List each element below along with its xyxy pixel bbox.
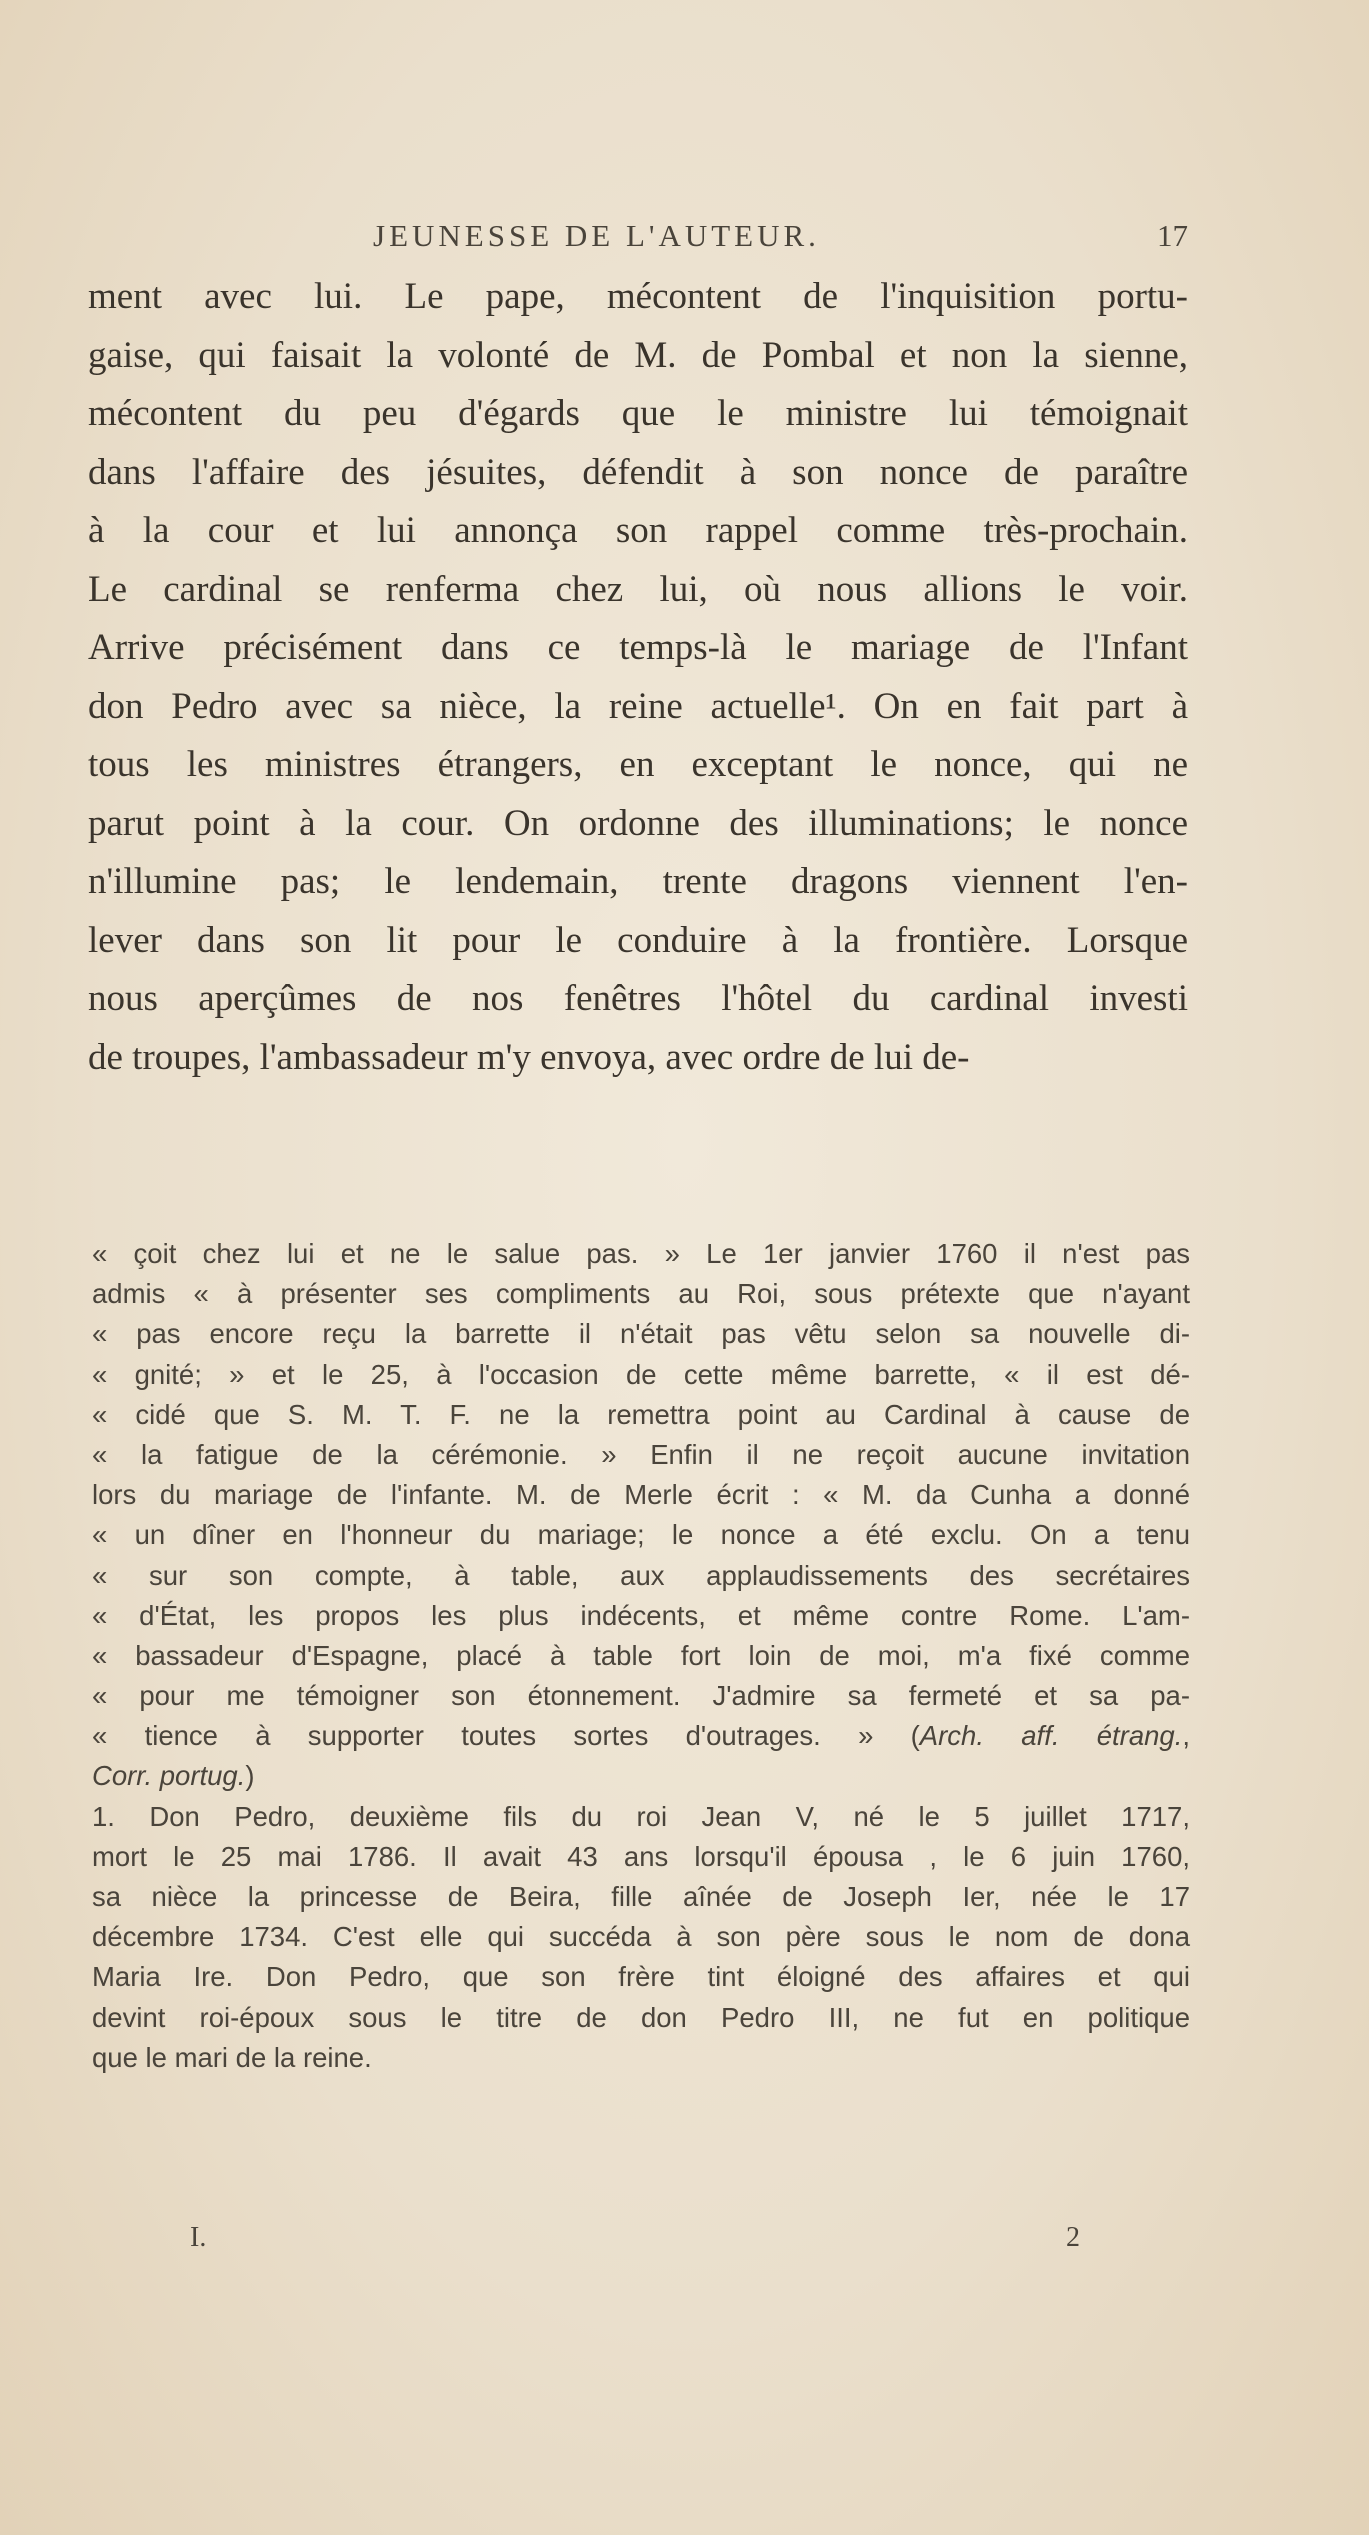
text-line: mécontent du peu d'égards que le ministre lui témoignait: [88, 393, 1188, 434]
footnote-line: « pour me témoigner son étonnement. J'admire sa fermeté et sa pa-: [92, 1680, 1190, 1712]
footnote-line: [92, 1716, 1190, 1756]
text-line: de troupes, l'ambassadeur m'y envoya, avec ordre de lui de-: [88, 1036, 970, 1078]
footnote-line: lors du mariage de l'infante. M. de Merle écrit : « M. da Cunha a donné: [92, 1479, 1190, 1511]
main-text: [88, 268, 1188, 1087]
footnote-line: « bassadeur d'Espagne, placé à table fort loin de moi, m'a fixé comme: [92, 1639, 1190, 1671]
footnote-text: « tience à supporter toutes sortes d'outrages. » (: [92, 1720, 920, 1752]
footnote-text: ): [245, 1760, 255, 1792]
volume-signature: I.: [190, 2222, 207, 2253]
citation-series: Corr. portug.: [92, 1760, 246, 1792]
gathering-signature: 2: [1066, 2222, 1080, 2253]
page-header: [88, 218, 1188, 268]
text-line: parut point à la cour. On ordonne des illuminations; le nonce: [88, 802, 1188, 844]
text-line: don Pedro avec sa nièce, la reine actuelle¹. On en fait part à: [88, 685, 1188, 727]
text-line: ment avec lui. Le pape, mécontent de l'inquisition portu-: [88, 276, 1188, 317]
text-line: tous les ministres étrangers, en exceptant le nonce, qui ne: [88, 744, 1188, 785]
text-line: dans l'affaire des jésuites, défendit à son nonce de paraître: [88, 451, 1188, 493]
footnote-line: admis « à présenter ses compliments au Roi, sous prétexte que n'ayant: [92, 1278, 1190, 1310]
text-line: à la cour et lui annonça son rappel comme très-prochain.: [88, 510, 1188, 551]
running-head: JEUNESSE DE L'AUTEUR.: [373, 218, 820, 253]
text-line: lever dans son lit pour le conduire à la frontière. Lorsque: [88, 919, 1188, 961]
text-line: Arrive précisément dans ce temps-là le mariage de l'Infant: [88, 627, 1188, 668]
page-number: 17: [1157, 218, 1188, 253]
text-line: gaise, qui faisait la volonté de M. de Pombal et non la sienne,: [88, 334, 1188, 376]
footnote-line: sa nièce la princesse de Beira, fille aînée de Joseph Ier, née le 17: [92, 1881, 1190, 1912]
footnote-line: « un dîner en l'honneur du mariage; le nonce a été exclu. On a tenu: [92, 1519, 1190, 1551]
footnote-line: mort le 25 mai 1786. Il avait 43 ans lorsqu'il épousa , le 6 juin 1760,: [92, 1840, 1190, 1872]
footnote-line: que le mari de la reine.: [92, 2041, 372, 2073]
text-line: Le cardinal se renferma chez lui, où nous allions le voir.: [88, 568, 1188, 610]
footnote-line: 1. Don Pedro, deuxième fils du roi Jean V, né le 5 juillet 1717,: [92, 1800, 1190, 1832]
footnote-line: « d'État, les propos les plus indécents, et même contre Rome. L'am-: [92, 1599, 1190, 1631]
footnote-line: Maria Ire. Don Pedro, que son frère tint éloigné des affaires et qui: [92, 1961, 1190, 1993]
page-footer: [190, 2222, 1080, 2262]
footnote-line: « çoit chez lui et ne le salue pas. » Le 1er janvier 1760 il n'est pas: [92, 1238, 1190, 1269]
text-line: nous aperçûmes de nos fenêtres l'hôtel du cardinal investi: [88, 978, 1188, 1019]
footnote-line: [92, 1756, 1190, 1796]
footnote-line: devint roi-époux sous le titre de don Pedro III, ne fut en politique: [92, 2001, 1190, 2033]
footnote-line: « pas encore reçu la barrette il n'était pas vêtu selon sa nouvelle di-: [92, 1318, 1190, 1350]
citation-archive: Arch. aff. étrang.: [919, 1720, 1183, 1752]
text-line: n'illumine pas; le lendemain, trente dragons viennent l'en-: [88, 861, 1188, 902]
footnote-line: « cidé que S. M. T. F. ne la remettra point au Cardinal à cause de: [92, 1398, 1190, 1430]
footnote-line: décembre 1734. C'est elle qui succéda à son père sous le nom de dona: [92, 1921, 1190, 1953]
footnote-line: « la fatigue de la cérémonie. » Enfin il ne reçoit aucune invitation: [92, 1438, 1190, 1470]
footnote-text: ,: [1182, 1720, 1190, 1752]
footnote-line: « sur son compte, à table, aux applaudissements des secrétaires: [92, 1559, 1190, 1591]
footnotes: [92, 1234, 1190, 2078]
footnote-line: « gnité; » et le 25, à l'occasion de cette même barrette, « il est dé-: [92, 1358, 1190, 1390]
